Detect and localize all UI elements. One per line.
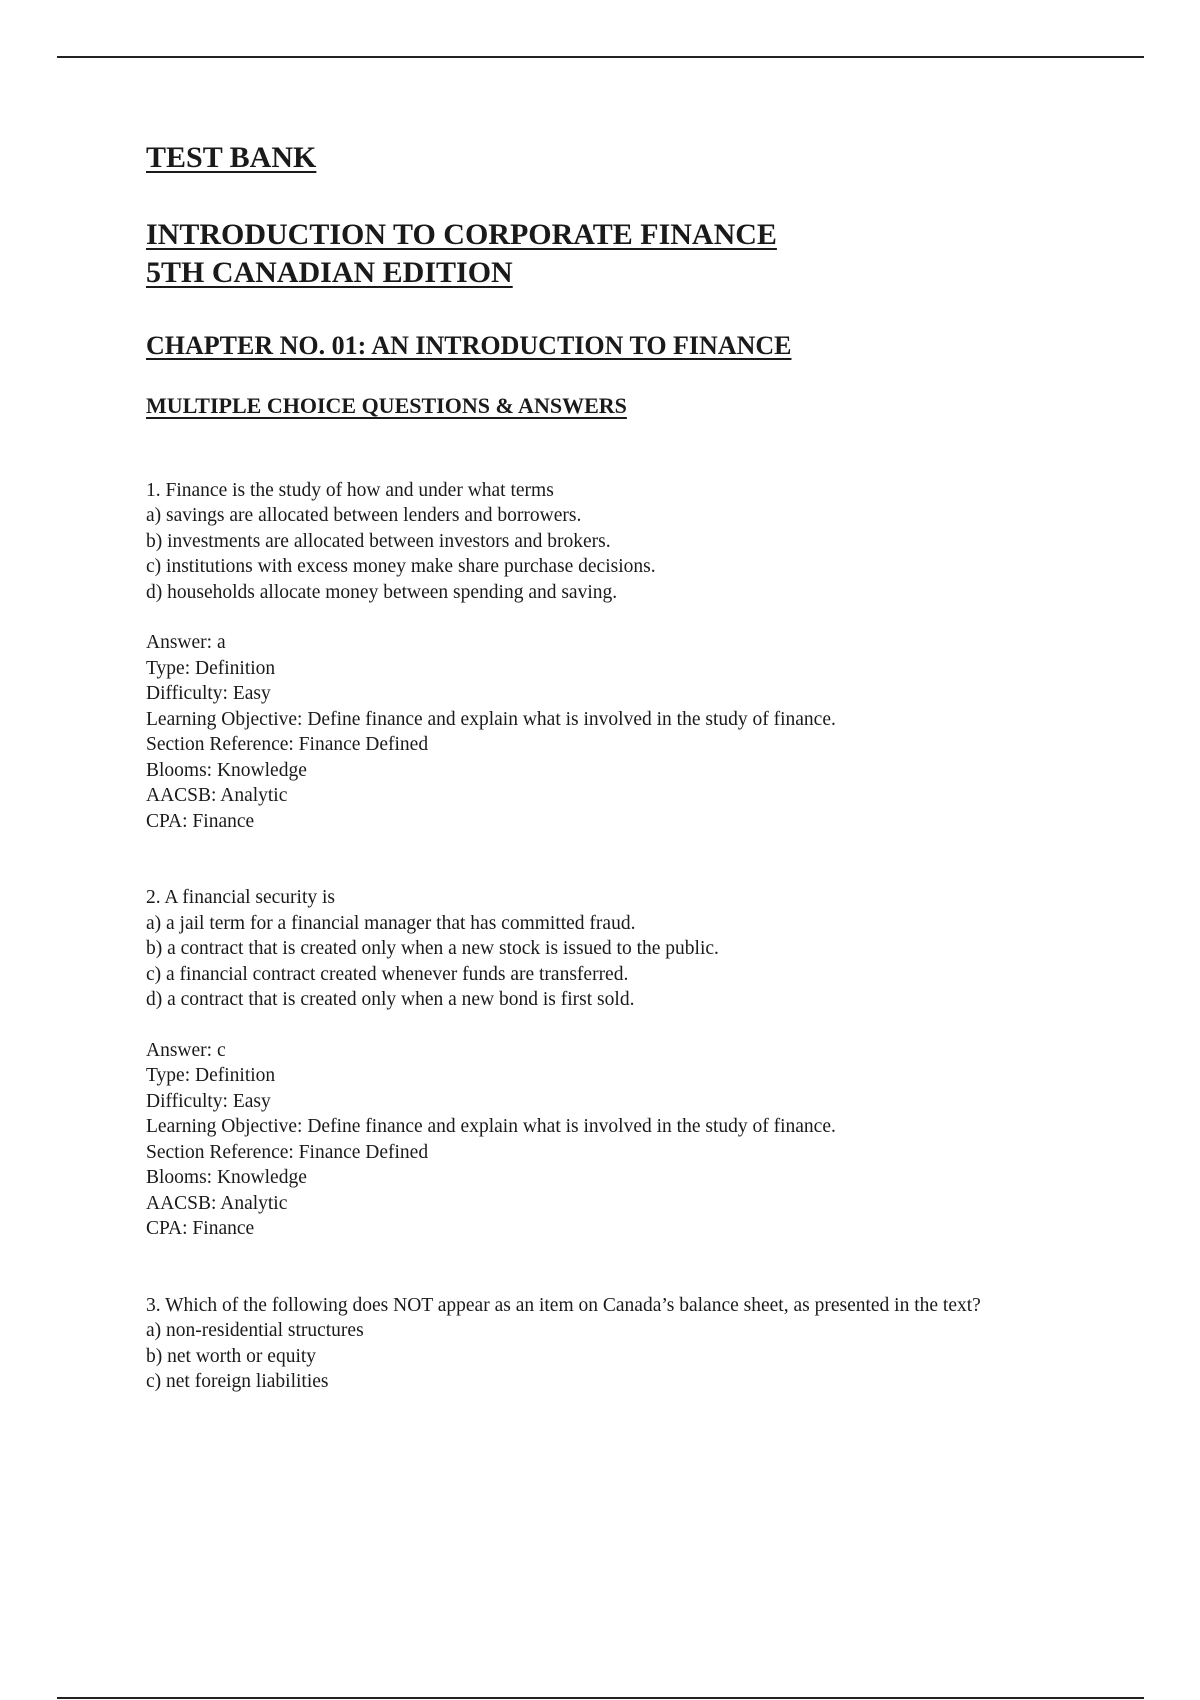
meta-aacsb: AACSB: Analytic xyxy=(146,1192,288,1214)
question-3-options xyxy=(146,1293,1146,1395)
option-a: a) non-residential structures xyxy=(146,1320,364,1342)
question-stem: 2. A financial security is xyxy=(146,887,336,909)
meta-difficulty: Difficulty: Easy xyxy=(146,683,271,705)
meta-cpa: CPA: Finance xyxy=(146,1218,255,1240)
meta-learning-objective: Learning Objective: Define finance and explain what is involved in the study of finance. xyxy=(146,1116,836,1138)
top-rule xyxy=(57,56,1144,58)
option-a: a) savings are allocated between lenders and borrowers. xyxy=(146,505,582,527)
meta-type: Type: Definition xyxy=(146,657,276,679)
question-spacer xyxy=(146,1242,1146,1293)
book-title-line-1: INTRODUCTION TO CORPORATE FINANCE xyxy=(146,218,777,251)
meta-aacsb: AACSB: Analytic xyxy=(146,785,288,807)
meta-blooms: Blooms: Knowledge xyxy=(146,759,307,781)
answer-line: Answer: c xyxy=(146,1039,226,1061)
meta-learning-objective: Learning Objective: Define finance and explain what is involved in the study of finance. xyxy=(146,708,836,730)
option-a: a) a jail term for a financial manager that has committed fraud. xyxy=(146,912,636,934)
test-bank-heading: TEST BANK xyxy=(146,141,317,174)
option-b: b) a contract that is created only when a new stock is issued to the public. xyxy=(146,938,719,960)
question-3 xyxy=(146,1293,1146,1395)
question-2 xyxy=(146,885,1146,1242)
meta-type: Type: Definition xyxy=(146,1065,276,1087)
question-1 xyxy=(146,478,1146,835)
question-2-options xyxy=(146,885,1146,1013)
chapter-heading: CHAPTER NO. 01: AN INTRODUCTION TO FINANCE xyxy=(146,331,792,360)
meta-section-reference: Section Reference: Finance Defined xyxy=(146,1141,429,1163)
section-heading: MULTIPLE CHOICE QUESTIONS & ANSWERS xyxy=(146,393,627,419)
question-stem: 1. Finance is the study of how and under what terms xyxy=(146,479,554,501)
option-c: c) institutions with excess money make share purchase decisions. xyxy=(146,556,656,578)
meta-difficulty: Difficulty: Easy xyxy=(146,1090,271,1112)
option-d: d) a contract that is created only when a new bond is first sold. xyxy=(146,989,635,1011)
bottom-rule xyxy=(57,1697,1144,1699)
question-1-metadata xyxy=(146,656,1146,835)
option-d: d) households allocate money between spending and saving. xyxy=(146,581,618,603)
option-b: b) investments are allocated between investors and brokers. xyxy=(146,530,611,552)
document-page xyxy=(146,140,1146,1420)
option-c: c) a financial contract created whenever funds are transferred. xyxy=(146,963,629,985)
book-title-line-2: 5TH CANADIAN EDITION xyxy=(146,256,513,289)
question-1-options xyxy=(146,478,1146,606)
meta-section-reference: Section Reference: Finance Defined xyxy=(146,734,429,756)
option-b: b) net worth or equity xyxy=(146,1345,317,1367)
question-stem: 3. Which of the following does NOT appear as an item on Canada’s balance sheet, as presented in the text? xyxy=(146,1294,981,1316)
answer-line: Answer: a xyxy=(146,632,226,654)
meta-blooms: Blooms: Knowledge xyxy=(146,1167,307,1189)
meta-cpa: CPA: Finance xyxy=(146,810,255,832)
book-title-heading xyxy=(146,216,1146,292)
option-c: c) net foreign liabilities xyxy=(146,1371,329,1393)
question-spacer xyxy=(146,834,1146,885)
question-2-metadata xyxy=(146,1063,1146,1242)
